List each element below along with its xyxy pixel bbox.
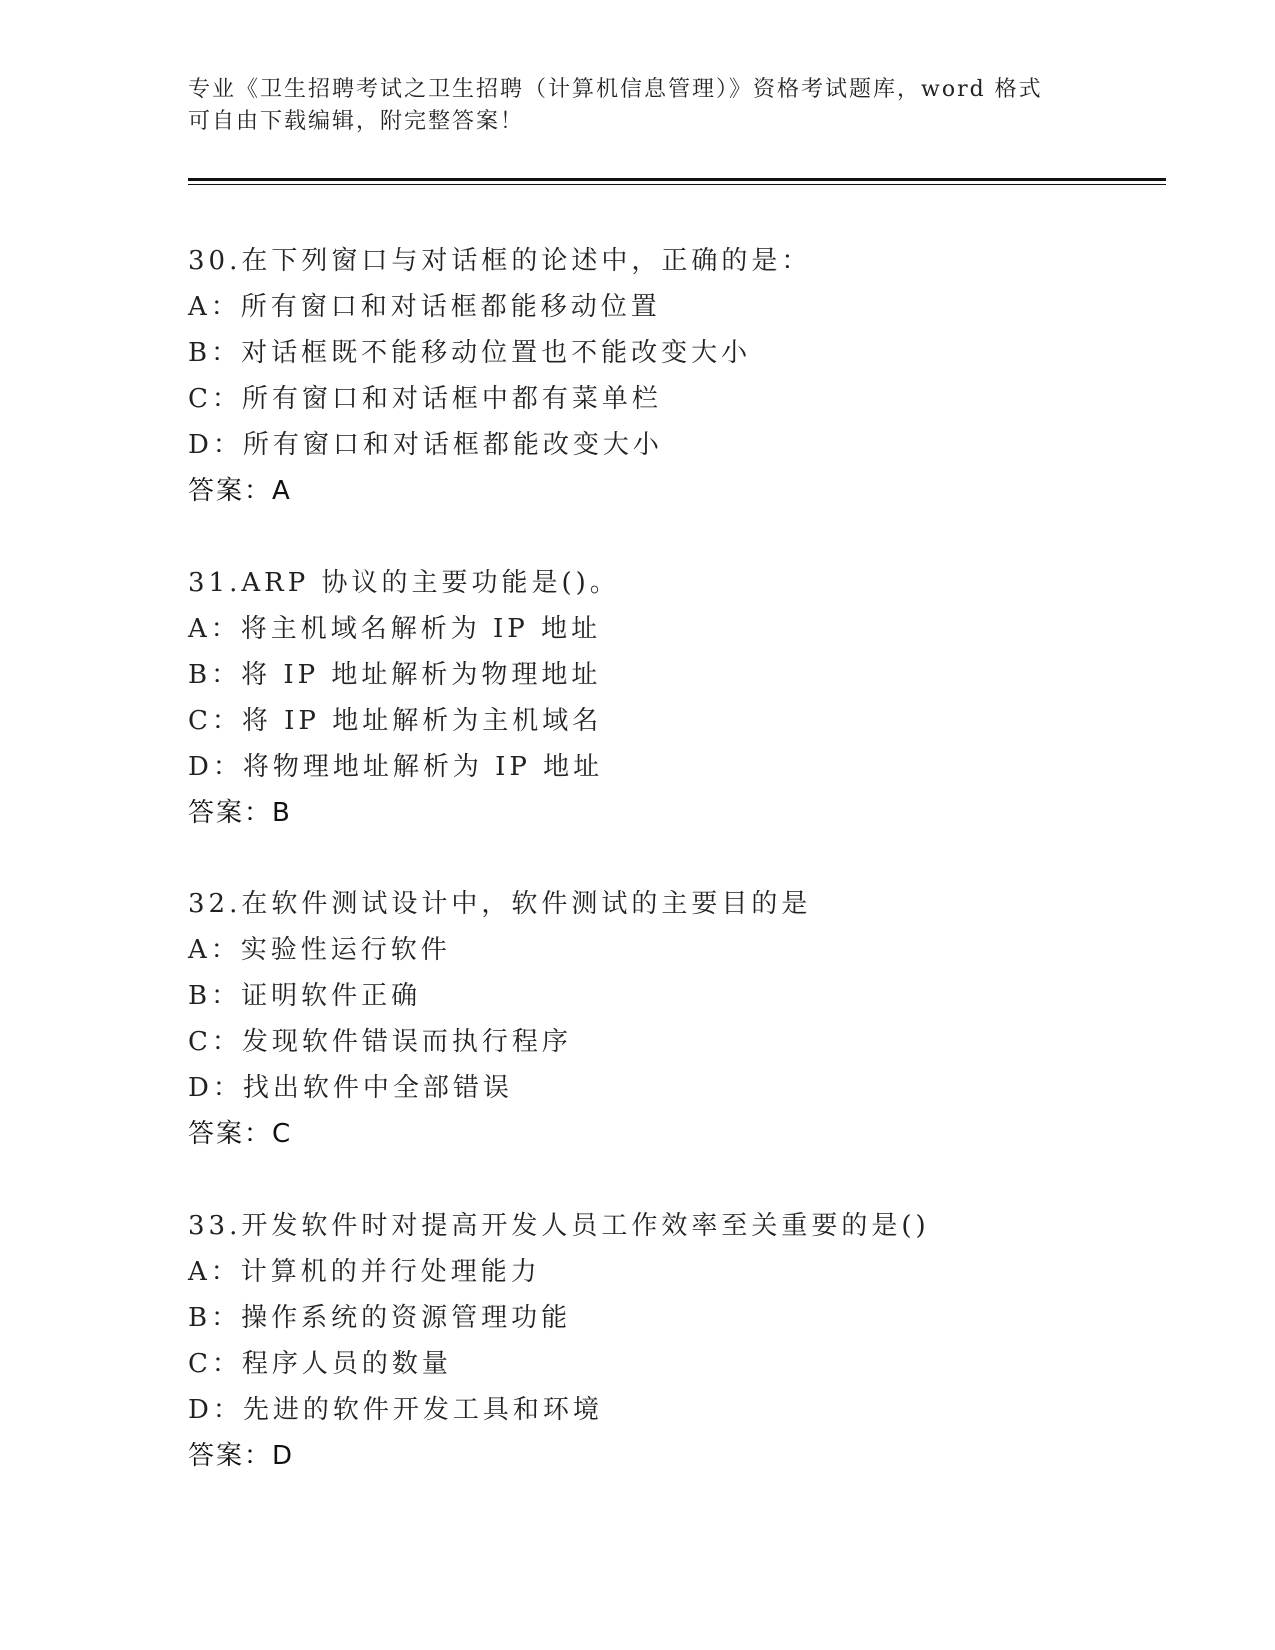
answer-line: 答案：D (188, 1441, 295, 1471)
header-line-2: 可自由下载编辑，附完整答案！ (188, 109, 525, 134)
header-line-1: 专业《卫生招聘考试之卫生招聘（计算机信息管理）》资格考试题库，word 格式 (188, 77, 1043, 102)
answer-line: 答案：A (188, 476, 292, 506)
option-b: B：操作系统的资源管理功能 (188, 1303, 572, 1333)
question-stem: 30.在下列窗口与对话框的论述中，正确的是： (188, 246, 812, 276)
header-divider-thin (188, 184, 1166, 185)
option-b: B：对话框既不能移动位置也不能改变大小 (188, 338, 752, 368)
option-d: D：所有窗口和对话框都能改变大小 (188, 430, 663, 460)
option-a: A：所有窗口和对话框都能移动位置 (188, 292, 661, 322)
question-30 (188, 238, 1128, 514)
answer-line: 答案：C (188, 1119, 293, 1149)
document-header (188, 74, 1088, 138)
option-c: C：所有窗口和对话框中都有菜单栏 (188, 384, 662, 414)
question-31 (188, 560, 1128, 836)
option-b: B：证明软件正确 (188, 981, 422, 1011)
question-stem: 33.开发软件时对提高开发人员工作效率至关重要的是() (188, 1211, 930, 1241)
option-c: C：程序人员的数量 (188, 1349, 452, 1379)
question-stem: 31.ARP 协议的主要功能是()。 (188, 568, 620, 598)
option-d: D：将物理地址解析为 IP 地址 (188, 752, 604, 782)
option-b: B：将 IP 地址解析为物理地址 (188, 660, 602, 690)
question-stem: 32.在软件测试设计中，软件测试的主要目的是 (188, 889, 812, 919)
option-d: D：找出软件中全部错误 (188, 1073, 513, 1103)
question-32 (188, 881, 1128, 1157)
option-a: A：计算机的并行处理能力 (188, 1257, 541, 1287)
option-c: C：发现软件错误而执行程序 (188, 1027, 572, 1057)
answer-line: 答案：B (188, 798, 292, 828)
header-divider-thick (188, 178, 1166, 181)
option-c: C：将 IP 地址解析为主机域名 (188, 706, 603, 736)
option-a: A：将主机域名解析为 IP 地址 (188, 614, 602, 644)
question-33 (188, 1203, 1128, 1479)
option-a: A：实验性运行软件 (188, 935, 451, 965)
option-d: D：先进的软件开发工具和环境 (188, 1395, 603, 1425)
